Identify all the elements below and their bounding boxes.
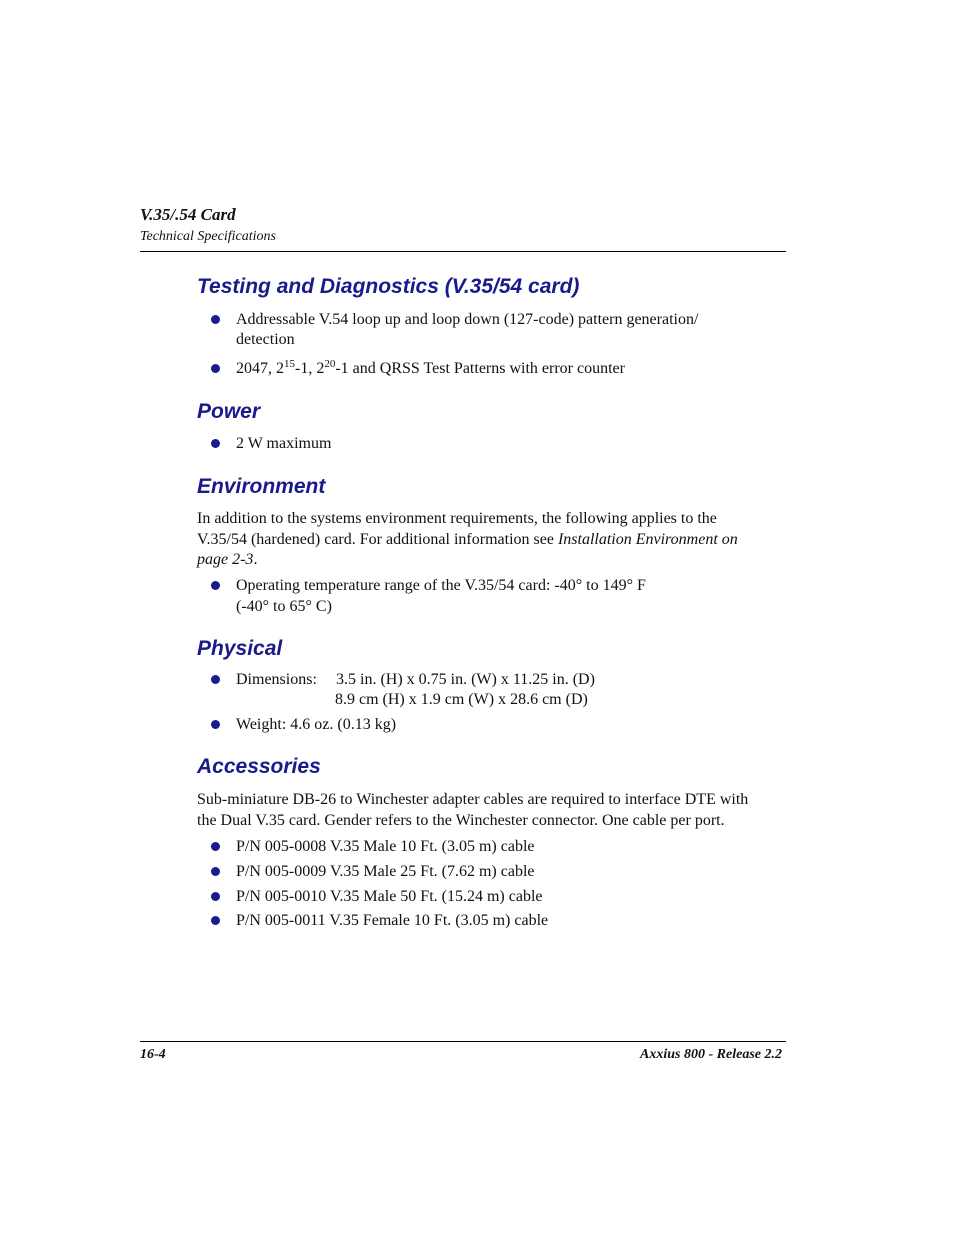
footer-product: Axxius 800 - Release 2.2 [640, 1047, 782, 1062]
page-number: 16-4 [140, 1047, 166, 1062]
accessories-paragraph [197, 790, 789, 831]
bullet-icon [211, 720, 220, 729]
environment-para-line-2 [197, 530, 789, 551]
test-pattern-text: 2047, 2 [236, 360, 284, 377]
cross-reference-link-page[interactable]: page 2-3 [197, 551, 254, 568]
bullet-icon [211, 892, 220, 901]
power-bullet-1: 2 W maximum [236, 435, 332, 452]
heading-accessories: Accessories [197, 755, 321, 778]
environment-bullet-1-line-2: (-40° to 65° C) [236, 598, 332, 615]
weight-item: Weight: 4.6 oz. (0.13 kg) [236, 716, 397, 733]
dimensions-line-1: 3.5 in. (H) x 0.75 in. (W) x 11.25 in. (D) [336, 671, 595, 688]
footer-rule [140, 1041, 786, 1042]
bullet-icon [211, 867, 220, 876]
bullet-icon [211, 364, 220, 373]
heading-physical: Physical [197, 637, 283, 660]
exponent: 20 [324, 358, 336, 370]
accessory-item: P/N 005-0008 V.35 Male 10 Ft. (3.05 m) cable [236, 838, 535, 855]
running-header-subtitle: Technical Specifications [140, 229, 276, 244]
heading-testing: Testing and Diagnostics (V.35/54 card) [197, 275, 580, 298]
dimensions-label: Dimensions: [236, 671, 317, 688]
testing-bullet-1-line-1: Addressable V.54 loop up and loop down (127-code) pattern generation/ [236, 311, 699, 328]
running-header-title: V.35/.54 Card [140, 205, 236, 224]
testing-bullet-1-line-2: detection [236, 331, 295, 348]
accessories-para-line-2: the Dual V.35 card. Gender refers to the Winchester connector. One cable per port. [197, 811, 725, 829]
bullet-icon [211, 581, 220, 590]
environment-paragraph [197, 509, 789, 571]
bullet-icon [211, 916, 220, 925]
test-pattern-text: -1, 2 [295, 360, 325, 377]
exponent: 15 [284, 358, 295, 370]
heading-power: Power [197, 400, 261, 423]
cross-reference-link[interactable]: Installation Environment on [557, 530, 738, 548]
accessories-para-line-1: Sub-miniature DB-26 to Winchester adapter cables are required to interface DTE with [197, 791, 749, 808]
para-text: . [253, 551, 258, 568]
para-text: V.35/54 (hardened) card. For additional information see [197, 530, 558, 548]
environment-para-line-3 [197, 550, 789, 571]
bullet-icon [211, 842, 220, 851]
environment-para-line-1: In addition to the systems environment requirements, the following applies to the [197, 510, 717, 527]
header-rule [140, 251, 786, 252]
dimensions-line-2: 8.9 cm (H) x 1.9 cm (W) x 28.6 cm (D) [335, 691, 588, 708]
bullet-icon [211, 675, 220, 684]
accessory-item: P/N 005-0010 V.35 Male 50 Ft. (15.24 m) cable [236, 888, 543, 905]
environment-bullet-1-line-1: Operating temperature range of the V.35/54 card: -40° to 149° F [236, 577, 646, 594]
heading-environment: Environment [197, 475, 326, 498]
accessory-item: P/N 005-0009 V.35 Male 25 Ft. (7.62 m) cable [236, 863, 535, 880]
bullet-icon [211, 315, 220, 324]
accessory-item: P/N 005-0011 V.35 Female 10 Ft. (3.05 m) cable [236, 912, 549, 929]
test-pattern-text: -1 and QRSS Test Patterns with error counter [335, 360, 625, 377]
testing-bullet-2 [236, 359, 625, 380]
bullet-icon [211, 439, 220, 448]
